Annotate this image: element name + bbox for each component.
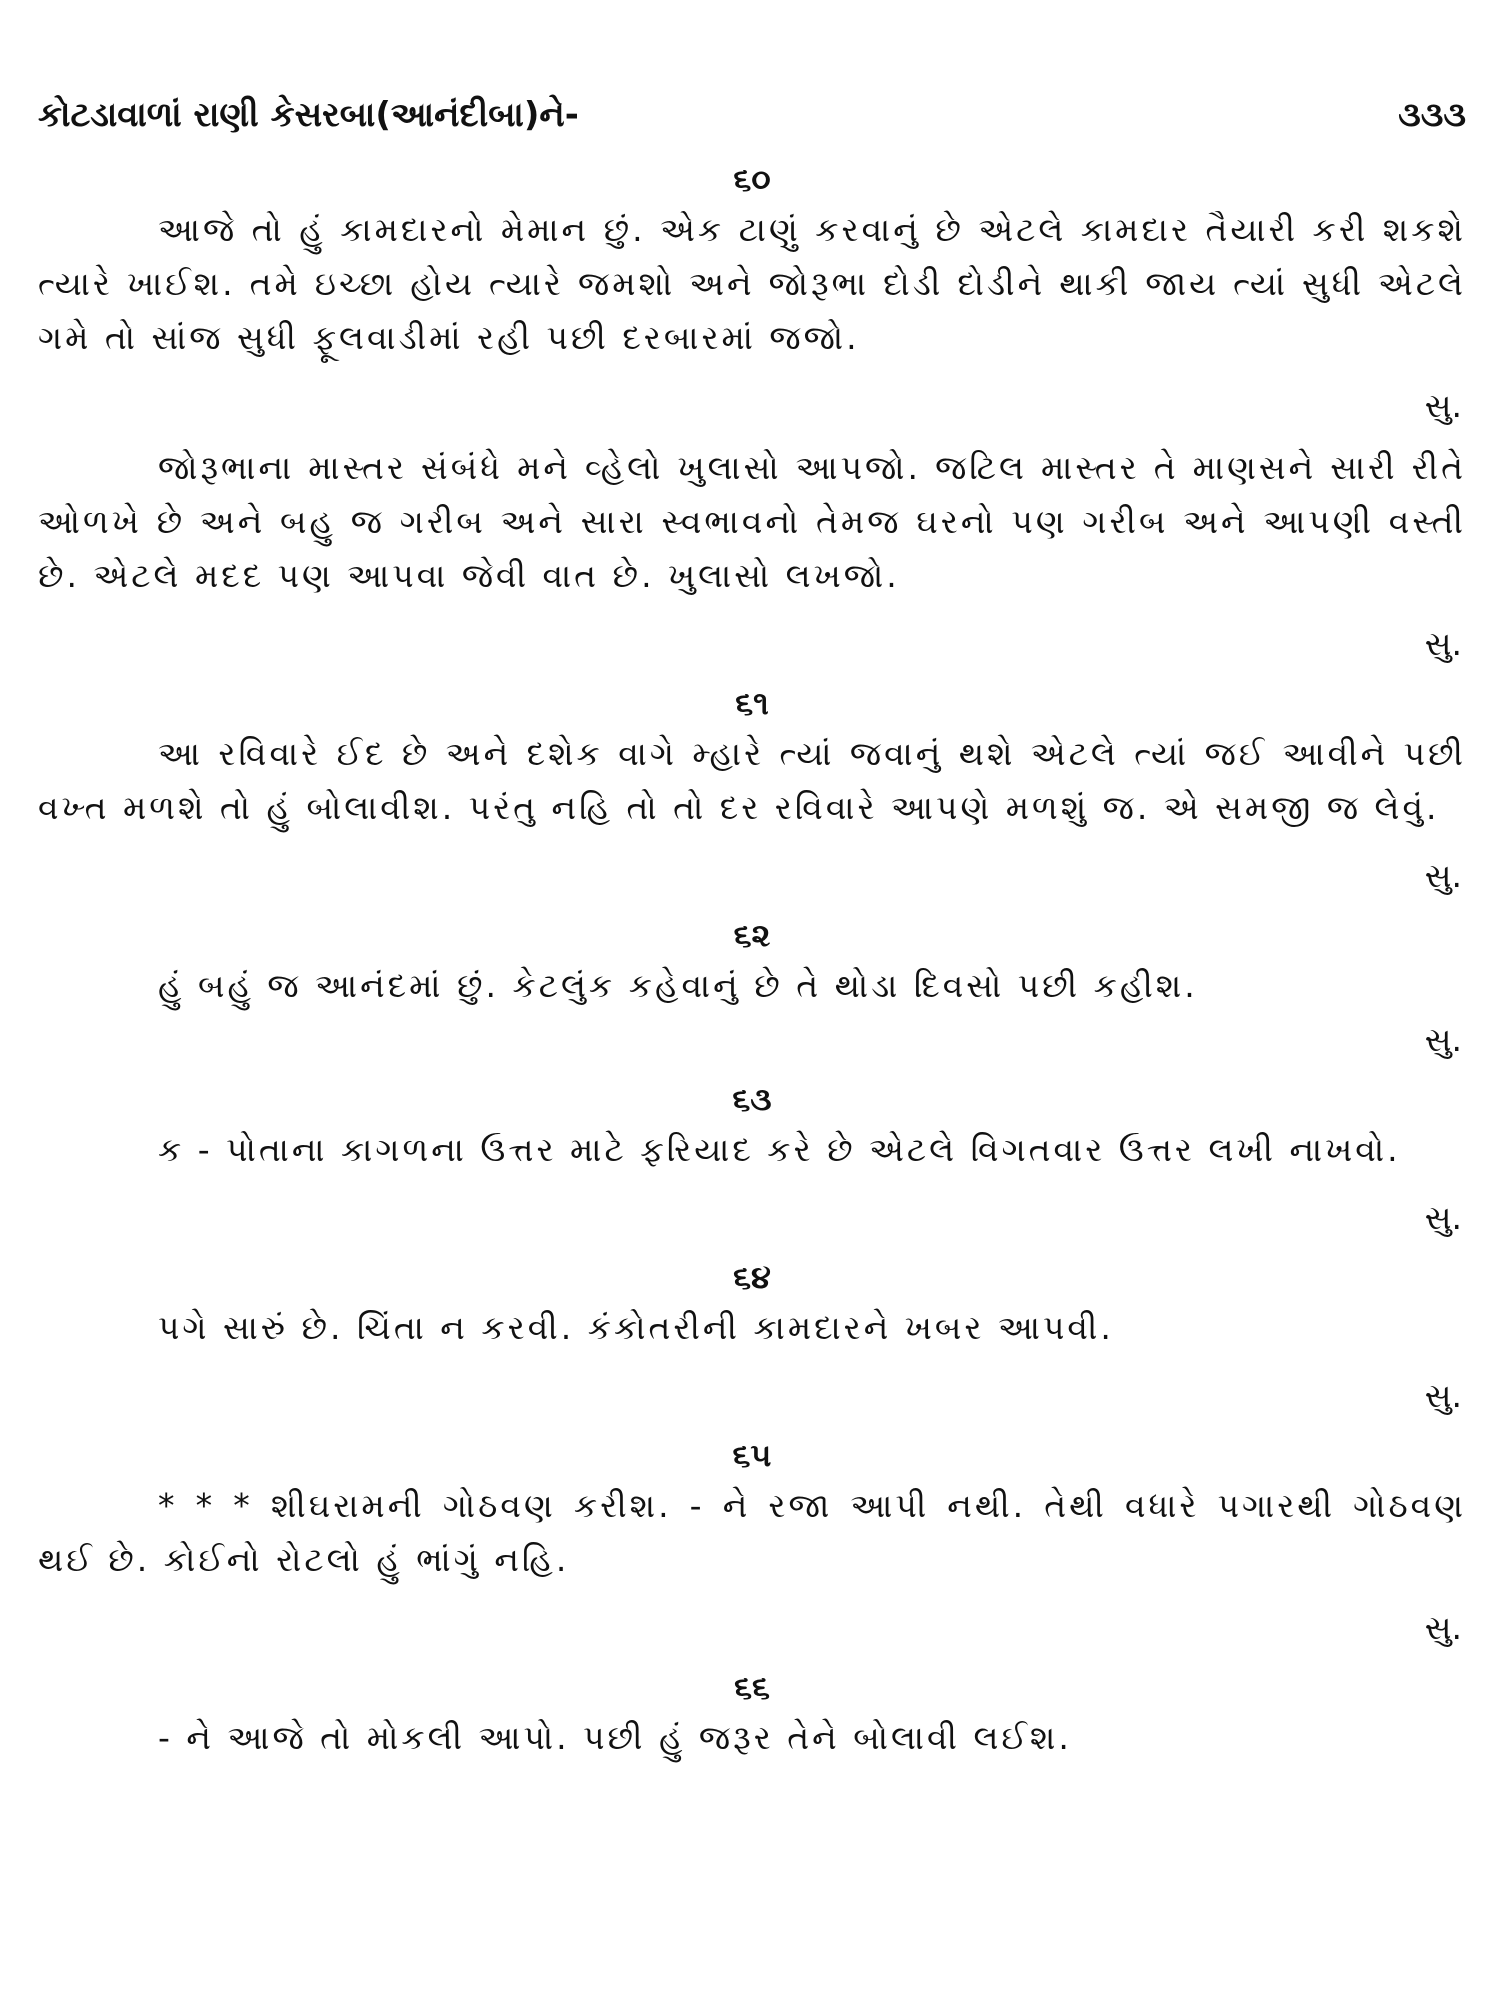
page-number: ૩૩૩ (1398, 95, 1466, 135)
document-page (38, 95, 1466, 1765)
letter-number: ૬૩ (732, 1080, 772, 1118)
letter-number: ૬૪ (733, 1258, 771, 1296)
letter-61 (38, 679, 1466, 911)
letter-62 (38, 911, 1466, 1075)
letter-paragraph: આ રવિવારે ઈદ છે અને દશેક વાગે મ્હારે ત્યાં જવાનું થશે એટલે ત્યાં જઈ આવીને પછી વખ્ત મળશે તો હું બોલાવીશ. પરંતુ નહિ તો તો દર રવિવારે આપણે મળશું જ. એ સમજી જ લેવું. (38, 734, 1466, 827)
letter-number: ૬૦ (733, 160, 771, 198)
letter-number: ૬૬ (734, 1668, 770, 1706)
letter-paragraph: - ને આજે તો મોકલી આપો. પછી હું જરૂર તેને બોલાવી લઈશ. (158, 1718, 1072, 1757)
letter-paragraph: જોરૂભાના માસ્તર સંબંધે મને વ્હેલો ખુલાસો આપજો. જટિલ માસ્તર તે માણસને સારી રીતે ઓળખે છે અને બહુ જ ગરીબ અને સારા સ્વભાવનો તેમજ ઘરનો પણ ગરીબ અને આપણી વસ્તી છે. એટલે મદદ પણ આપવા જેવી વાત છે. ખુલાસો લખજો. (38, 448, 1466, 595)
letter-paragraph: ક - પોતાના કાગળના ઉત્તર માટે ફરિયાદ કરે છે એટલે વિગતવાર ઉત્તર લખી નાખવો. (158, 1130, 1401, 1169)
signature: સુ. (1424, 386, 1462, 425)
running-title: કોટડાવાળાં રાણી કેસરબા(આનંદીબા)ને- (38, 95, 579, 135)
letter-66 (38, 1663, 1466, 1765)
signature: સુ. (1424, 1020, 1462, 1059)
page-header (38, 95, 1466, 155)
letter-64 (38, 1253, 1466, 1431)
signature: સુ. (1424, 856, 1462, 895)
letter-paragraph: પગે સારું છે. ચિંતા ન કરવી. કંકોતરીની કામદારને ખબર આપવી. (158, 1308, 1114, 1347)
signature: સુ. (1424, 1376, 1462, 1415)
letter-paragraph: * * * શીઘરામની ગોઠવણ કરીશ. - ને રજા આપી નથી. તેથી વધારે પગારથી ગોઠવણ થઈ છે. કોઈનો રોટલો હું ભાંગું નહિ. (38, 1486, 1466, 1579)
letter-number: ૬૨ (733, 916, 771, 954)
signature: સુ. (1424, 624, 1462, 663)
letter-65 (38, 1431, 1466, 1663)
letter-paragraph: હું બહું જ આનંદમાં છું. કેટલુંક કહેવાનું છે તે થોડા દિવસો પછી કહીશ. (158, 966, 1198, 1005)
signature: સુ. (1424, 1608, 1462, 1647)
letter-60 (38, 155, 1466, 679)
letter-63 (38, 1075, 1466, 1253)
letter-number: ૬૧ (735, 684, 769, 722)
signature: સુ. (1424, 1198, 1462, 1237)
letter-number: ૬૫ (732, 1436, 772, 1474)
letter-paragraph: આજે તો હું કામદારનો મેમાન છું. એક ટાણું કરવાનું છે એટલે કામદાર તૈયારી કરી શકશે ત્યારે ખાઈશ. તમે ઇચ્છા હોય ત્યારે જમશો અને જોરૂભા દોડી દોડીને થાકી જાય ત્યાં સુધી એટલે ગમે તો સાંજ સુધી ફૂલવાડીમાં રહી પછી દરબારમાં જજો. (38, 210, 1466, 357)
